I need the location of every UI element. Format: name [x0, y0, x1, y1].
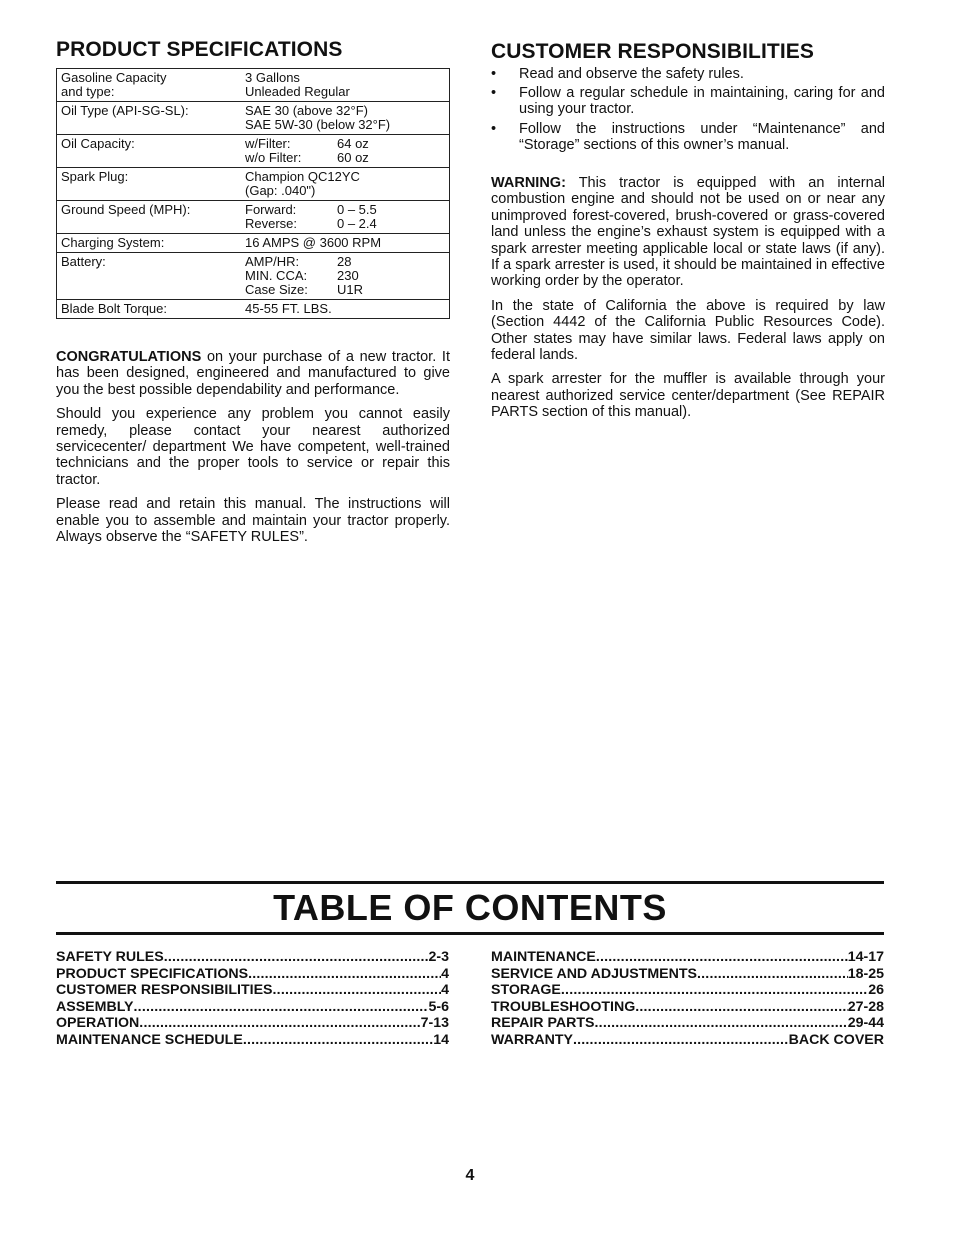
toc-leader-dots — [561, 982, 868, 999]
spec-sub-line — [245, 203, 445, 217]
toc-entry-label: WARRANTY — [491, 1031, 573, 1048]
toc-entry-page: 29-44 — [847, 1015, 884, 1032]
toc-entry[interactable] — [491, 982, 884, 999]
warning-paragraph: WARNING: This tractor is equipped with an internal combustion engine and should not be used on or near any unimproved forest-covered, brush-covered or grass-covered land unless the engine’s exhaust system is equipped with a spark arrester meeting applicable local or state laws (if any). If a spark arrester is used, it should be maintained in effective working order by the operator. — [491, 175, 885, 290]
toc-entry-label: SAFETY RULES — [56, 949, 164, 965]
spec-sub-label: w/Filter: — [245, 136, 291, 151]
spec-sub-value: 0 – 5.5 — [337, 202, 377, 217]
spark-arrester-paragraph: A spark arrester for the muffler is available through your nearest authorized service center/department (See REPAIR PARTS section of this manual). — [491, 371, 885, 421]
toc-entry-page: BACK COVER — [788, 1031, 884, 1048]
spec-value — [241, 102, 450, 135]
toc-entry[interactable] — [56, 1015, 449, 1032]
spec-row — [57, 69, 450, 102]
spec-value — [241, 234, 450, 253]
toc-leader-dots — [164, 949, 429, 966]
spec-value-line: (Gap: .040") — [245, 183, 316, 198]
toc-entry[interactable] — [491, 966, 884, 983]
toc-leader-dots — [697, 966, 848, 983]
toc-entry-page: 4 — [441, 965, 449, 982]
list-item-text: Follow a regular schedule in maintaining, caring for and using your tractor. — [519, 85, 885, 118]
toc-entry-page: 2-3 — [428, 949, 449, 965]
retain-manual-paragraph: Please read and retain this manual. The instructions will enable you to assemble and maintain your tractor properly. Always observe the “SAFETY RULES”. — [56, 496, 450, 546]
toc-entry-label: CUSTOMER RESPONSIBILITIES — [56, 982, 273, 999]
toc-entry-label: OPERATION — [56, 1015, 140, 1032]
toc-entry-page: 5-6 — [428, 998, 449, 1015]
toc-entry-page: 7-13 — [420, 1015, 449, 1032]
spec-key: Charging System: — [57, 234, 242, 253]
toc-entry[interactable] — [491, 1015, 884, 1032]
problem-paragraph: Should you experience any problem you cannot easily remedy, please contact your nearest authorized servicecenter/ department We have competent, well-trained technicians and the proper tools to service or repair this tractor. — [56, 406, 450, 488]
spec-key: Blade Bolt Torque: — [57, 300, 242, 319]
spec-sub-value: 28 — [337, 254, 352, 269]
toc-leader-dots — [596, 949, 848, 966]
spec-sub-line — [245, 269, 445, 283]
spec-value-line: 45-55 FT. LBS. — [245, 301, 332, 316]
toc-leader-dots — [139, 1015, 420, 1032]
spec-value — [241, 69, 450, 102]
spec-key: Gasoline Capacity and type: — [57, 69, 242, 102]
spec-sub-label: w/o Filter: — [245, 150, 302, 165]
bullet-icon: • — [491, 66, 497, 82]
spec-key: Spark Plug: — [57, 168, 242, 201]
list-item — [491, 66, 885, 82]
spec-row — [57, 300, 450, 319]
spec-value-line: Unleaded Regular — [245, 84, 350, 99]
right-column — [491, 38, 885, 429]
toc-entry-label: REPAIR PARTS — [491, 1015, 595, 1032]
spec-value-line: SAE 5W-30 (below 32°F) — [245, 117, 391, 132]
toc-entry[interactable] — [491, 949, 884, 966]
toc-entry[interactable] — [56, 999, 449, 1016]
toc-title: TABLE OF CONTENTS — [273, 887, 667, 928]
spec-row — [57, 102, 450, 135]
spec-key: Oil Type (API-SG-SL): — [57, 102, 242, 135]
spec-sub-value: U1R — [337, 282, 364, 297]
spec-value — [241, 135, 450, 168]
spec-sub-line — [245, 255, 445, 269]
toc-entry[interactable] — [56, 1032, 449, 1049]
customer-responsibilities-heading: CUSTOMER RESPONSIBILITIES — [491, 40, 814, 63]
toc-leader-dots — [273, 982, 442, 999]
toc-entry-label: SERVICE AND ADJUSTMENTS — [491, 965, 698, 982]
toc-entry-page: 4 — [441, 982, 449, 999]
spec-sub-label: Reverse: — [245, 216, 298, 231]
spec-key: Ground Speed (MPH): — [57, 201, 242, 234]
toc-entry[interactable] — [56, 949, 449, 966]
spec-row — [57, 253, 450, 300]
spec-value — [241, 168, 450, 201]
spec-value — [241, 253, 450, 300]
spec-sub-line — [245, 283, 445, 297]
spec-key: Battery: — [57, 253, 242, 300]
spec-sub-value: 0 – 2.4 — [337, 216, 377, 231]
responsibilities-list — [491, 66, 885, 153]
spec-row — [57, 168, 450, 201]
toc-right-column — [491, 949, 884, 1049]
california-paragraph: In the state of California the above is required by law (Section 4442 of the California Public Resources Code). Other states may have similar laws. Federal laws apply on federal lands. — [491, 297, 885, 364]
toc-entry-label: STORAGE — [491, 982, 561, 999]
spec-value-line: 16 AMPS @ 3600 RPM — [245, 235, 382, 250]
spec-sub-line — [245, 137, 445, 151]
spec-sub-value: 230 — [337, 268, 359, 283]
list-item — [491, 121, 885, 153]
spec-sub-label: Case Size: — [245, 282, 308, 297]
bullet-icon: • — [491, 85, 497, 102]
toc-entry[interactable] — [491, 999, 884, 1016]
list-item-text: Read and observe the safety rules. — [519, 66, 744, 82]
spec-value — [241, 201, 450, 234]
spec-sub-value: 60 oz — [337, 150, 369, 165]
toc-entry-page: 14 — [433, 1031, 449, 1048]
list-item-text: Follow the instructions under “Maintenance” and “Storage” sections of this owner’s manual. — [519, 120, 885, 153]
bullet-icon: • — [491, 120, 497, 137]
spec-sub-value: 64 oz — [337, 136, 369, 151]
spec-key: Oil Capacity: — [57, 135, 242, 168]
page-number: 4 — [465, 1167, 475, 1184]
spec-value-line: Champion QC12YC — [245, 169, 360, 184]
toc-entry-label: MAINTENANCE — [491, 949, 596, 965]
toc-left-column — [56, 949, 449, 1049]
toc-entry-page: 27-28 — [847, 998, 884, 1015]
spec-row — [57, 201, 450, 234]
toc-entry[interactable] — [56, 982, 449, 999]
toc-entry-label: MAINTENANCE SCHEDULE — [56, 1031, 243, 1048]
toc-entry[interactable] — [56, 966, 449, 983]
list-item — [491, 85, 885, 117]
toc-leader-dots — [595, 1015, 848, 1032]
left-column — [56, 38, 450, 553]
toc-entry-page: 14-17 — [847, 949, 884, 965]
spec-sub-label: Forward: — [245, 202, 297, 217]
toc-entry-label: TROUBLESHOOTING — [491, 998, 636, 1015]
spec-value — [241, 300, 450, 319]
spec-row — [57, 234, 450, 253]
spec-sub-label: AMP/HR: — [245, 254, 300, 269]
product-specifications-heading: PRODUCT SPECIFICATIONS — [56, 38, 343, 61]
spec-sub-line — [245, 217, 445, 231]
toc-leader-dots — [248, 966, 441, 983]
congratulations-paragraph: CONGRATULATIONS on your purchase of a new tractor. It has been designed, engineered and manufactured to give you the best possible dependability and performance. — [56, 349, 450, 398]
toc-leader-dots — [134, 999, 429, 1016]
toc-entry-label: ASSEMBLY — [56, 998, 134, 1015]
toc-entry-label: PRODUCT SPECIFICATIONS — [56, 965, 249, 982]
spec-row — [57, 135, 450, 168]
spec-sub-line — [245, 151, 445, 165]
spec-value-line: 3 Gallons — [245, 70, 300, 85]
toc-entry-page: 18-25 — [847, 965, 884, 982]
toc-leader-dots — [573, 1032, 789, 1049]
toc-leader-dots — [635, 999, 847, 1016]
toc-leader-dots — [243, 1032, 433, 1049]
toc-bottom-rule — [56, 932, 884, 935]
toc-entry[interactable] — [491, 1032, 884, 1049]
spec-value-line: SAE 30 (above 32°F) — [245, 103, 368, 118]
toc-entry-page: 26 — [868, 982, 884, 999]
specifications-table — [56, 68, 450, 319]
spec-sub-label: MIN. CCA: — [245, 268, 308, 283]
